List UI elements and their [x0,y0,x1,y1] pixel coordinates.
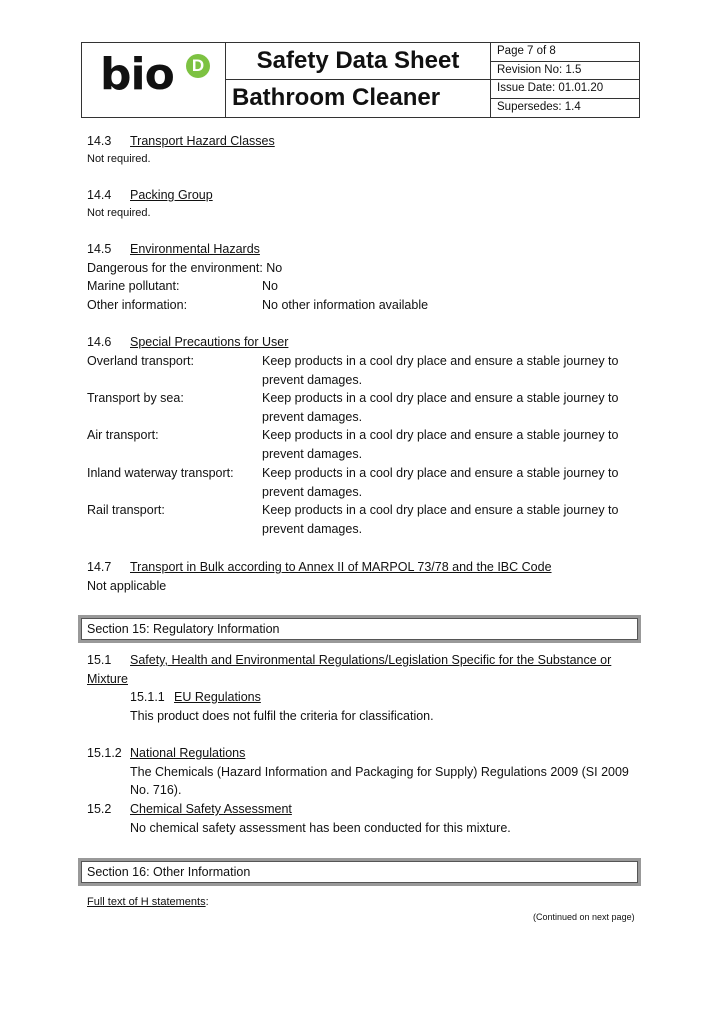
section-text: No chemical safety assessment has been conducted for this mixture. [130,821,511,835]
section-number: 14.5 [87,242,112,256]
section-title: Transport in Bulk according to Annex II of MARPOL 73/78 and the IBC Code [130,560,552,574]
bio-d-logo [82,43,226,117]
row-value: prevent damages. [262,447,363,461]
row-value: No other information available [262,298,429,312]
revision-number: Revision No: 1.5 [491,62,639,81]
section-number: 14.6 [87,335,112,349]
row-label: Transport by sea: [87,391,184,405]
subsection-title: EU Regulations [174,690,261,704]
section-number: 15.1.2 [87,746,122,760]
section-title: Special Precautions for User [130,335,289,349]
row-label: Marine pollutant: [87,279,180,293]
issue-date: Issue Date: 01.01.20 [491,80,639,99]
section-16-heading: Section 16: Other Information [87,865,251,879]
row-value: Keep products in a cool dry place and ensure a stable journey to [262,428,619,442]
section-title: Packing Group [130,188,213,202]
section-number: 14.7 [87,560,112,574]
continued-note: (Continued on next page) [533,912,635,922]
section-title: Environmental Hazards [130,242,260,256]
row-label: Dangerous for the environment: No [87,261,283,275]
section-title: Chemical Safety Assessment [130,802,292,816]
section-15-heading: Section 15: Regulatory Information [87,622,280,636]
subsection-text: This product does not fulfil the criteria for classification. [130,709,434,723]
row-value: prevent damages. [262,373,363,387]
row-value: No [262,279,278,293]
product-name: Bathroom Cleaner [232,84,441,111]
section-title: Safety, Health and Environmental Regulations/Legislation Specific for the Substance or [130,653,612,667]
subsection-number: 15.1.1 [130,690,165,704]
row-value: Keep products in a cool dry place and ensure a stable journey to [262,466,619,480]
row-value: prevent damages. [262,410,363,424]
row-value: Keep products in a cool dry place and ensure a stable journey to [262,354,619,368]
section-title-cont: Mixture [87,672,128,686]
document-header [81,42,640,118]
page-number: Page 7 of 8 [491,43,639,62]
section-text: Not required. [87,153,151,165]
section-text: No. 716). [130,783,182,797]
row-value: Keep products in a cool dry place and ensure a stable journey to [262,503,619,517]
section-title: National Regulations [130,746,246,760]
row-label: Inland waterway transport: [87,466,234,480]
section-text: Not required. [87,207,151,219]
row-label: Rail transport: [87,503,165,517]
section-number: 15.1 [87,653,112,667]
section-text: Not applicable [87,579,167,593]
supersedes: Supersedes: 1.4 [497,100,581,113]
row-value: prevent damages. [262,485,363,499]
row-value: Keep products in a cool dry place and ensure a stable journey to [262,391,619,405]
section-16-bar [78,858,641,886]
section-15-bar [78,615,641,643]
doc-title: Safety Data Sheet [226,43,490,80]
row-label: Overland transport: [87,354,194,368]
row-label: Air transport: [87,428,159,442]
doc-meta [491,43,639,117]
section-number: 15.2 [87,802,112,816]
logo-wordmark: bio [100,49,174,100]
section-number: 14.4 [87,188,112,202]
row-value: prevent damages. [262,522,363,536]
logo-badge: D [186,54,210,78]
h-statements-label: Full text of H statements: [87,896,209,908]
row-label: Other information: [87,298,188,312]
section-text: The Chemicals (Hazard Information and Packaging for Supply) Regulations 2009 (SI 2009 [130,765,629,779]
section-number: 14.3 [87,134,112,148]
section-title: Transport Hazard Classes [130,134,275,148]
